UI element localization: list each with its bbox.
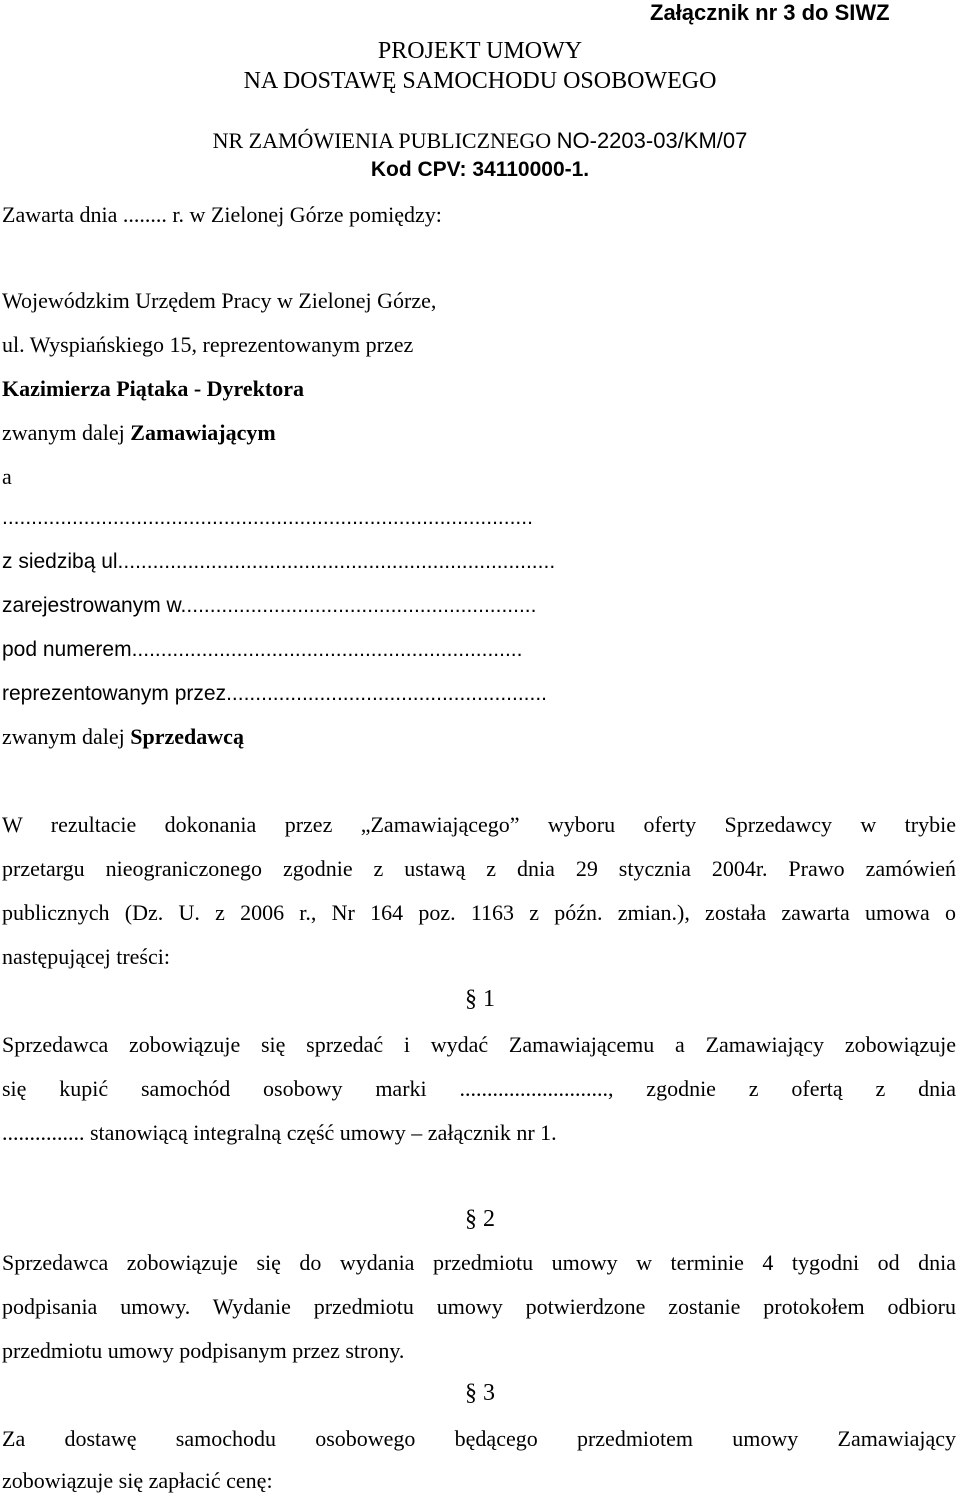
concluded-line: Zawarta dnia ........ r. w Zielonej Górze pomiędzy: (2, 202, 442, 227)
seller-representative: reprezentowanym przez....................................................... (2, 682, 547, 705)
seller-called (2, 724, 244, 750)
attachment-label: Załącznik nr 3 do SIWZ (650, 0, 890, 25)
section-text-line: się kupić samochód osobowy marki ..........................., zgodnie z ofertą z dnia (2, 1076, 956, 1101)
section-text-line: Sprzedawca zobowiązuje się sprzedać i wydać Zamawiającemu a Zamawiający zobowiązuje (2, 1032, 956, 1057)
cpv-code: Kod CPV: 34110000-1. (370, 158, 590, 181)
seller-seat: z siedzibą ul........................................................................... (2, 550, 556, 573)
section-text-line: podpisania umowy. Wydanie przedmiotu umowy potwierdzone zostanie protokołem odbioru (2, 1294, 956, 1319)
buyer-representative: Kazimierza Piątaka - Dyrektora (2, 376, 305, 401)
contract-title-line2: NA DOSTAWĘ SAMOCHODU OSOBOWEGO (243, 68, 717, 94)
order-prefix: NR ZAMÓWIENIA PUBLICZNEGO (212, 128, 557, 153)
preamble-citation-tail: ), została zawarta umowa o (677, 900, 956, 925)
buyer-called (2, 420, 276, 446)
and-conjunction: a (2, 464, 12, 489)
section-text-line: ............... stanowiącą integralną część umowy – załącznik nr 1. (2, 1120, 557, 1145)
preamble-line: przetargu nieograniczonego zgodnie z ustawą z dnia 29 stycznia 2004r. Prawo zamówień (2, 856, 956, 881)
buyer-name: Wojewódzkim Urzędem Pracy w Zielonej Górze, (2, 288, 437, 313)
section-text-line: Sprzedawca zobowiązuje się do wydania przedmiotu umowy w terminie 4 tygodni od dnia (2, 1250, 956, 1275)
section-heading: § 1 (465, 986, 495, 1012)
seller-registered: zarejestrowanym w............................................................. (2, 594, 537, 617)
contract-title-line1: PROJEKT UMOWY (377, 38, 583, 64)
preamble-line: W rezultacie dokonania przez „Zamawiającego” wyboru oferty Sprzedawcy w trybie (2, 812, 956, 837)
order-number: NO-2203-03/KM/07 (556, 128, 748, 153)
preamble-citation: publicznych (Dz. U. z 2006 r., Nr 164 poz. 1163 z późn. zmian. (2, 900, 677, 925)
seller-called-prefix: zwanym dalej (2, 724, 131, 749)
seller-called-name: Sprzedawcą (130, 724, 244, 749)
section-text-line: przedmiotu umowy podpisanym przez strony. (2, 1338, 405, 1363)
preamble-line (2, 900, 956, 926)
section-text-line: Za dostawę samochodu osobowego będącego przedmiotem umowy Zamawiający (2, 1426, 956, 1451)
buyer-called-name: Zamawiającym (130, 420, 276, 445)
seller-number: pod numerem................................................................... (2, 638, 523, 661)
section-text-line: zobowiązuje się zapłacić cenę: (2, 1468, 273, 1493)
section-heading: § 3 (465, 1380, 495, 1406)
section-heading: § 2 (465, 1206, 495, 1232)
order-number-line (0, 128, 960, 154)
seller-name-line: ........................................................................................... (2, 506, 533, 529)
preamble-line: następującej treści: (2, 944, 170, 969)
buyer-called-prefix: zwanym dalej (2, 420, 131, 445)
buyer-address: ul. Wyspiańskiego 15, reprezentowanym przez (2, 332, 414, 357)
